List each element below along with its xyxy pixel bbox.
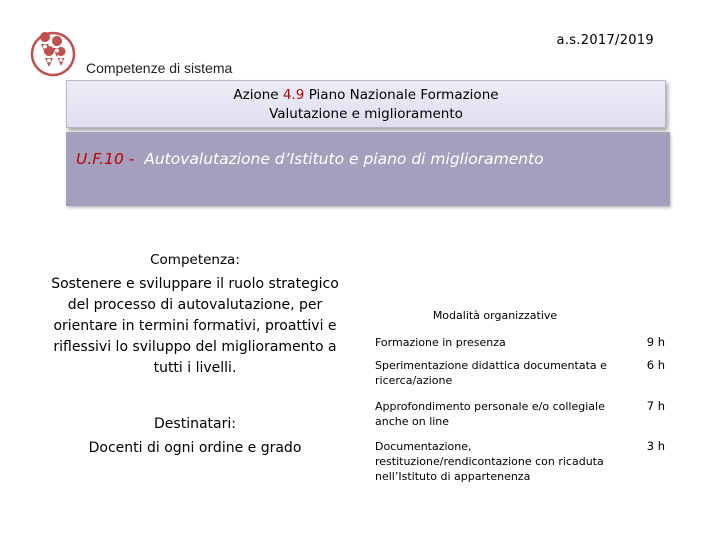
action-number: 4.9: [282, 87, 305, 103]
modalita-row-label: Approfondimento personale e/o collegiale anche on line: [375, 400, 605, 428]
competenza-label: Competenza:: [150, 252, 240, 268]
modalita-row-label: Documentazione, restituzione/rendicontazione con ricaduta nell’Istituto di appartenenza: [375, 440, 604, 483]
title-suffix: Piano Nazionale Formazione: [304, 87, 499, 103]
school-year: a.s.2017/2019: [556, 33, 654, 48]
modalita-row: [375, 358, 665, 388]
modalita-row-label: Formazione in presenza: [375, 336, 506, 349]
modalita-row-hours: 6 h: [646, 358, 665, 372]
title-line-1: [67, 86, 665, 105]
unit-code: U.F.10 -: [76, 150, 135, 168]
system-label: Competenze di sistema: [86, 60, 233, 76]
modalita-row: [375, 439, 665, 484]
title-prefix: Azione: [233, 87, 283, 103]
unit-banner: [66, 132, 670, 206]
modalita-row-hours: 3 h: [646, 439, 665, 453]
modalita-row: [375, 399, 665, 429]
modalita-row-hours: 9 h: [646, 335, 665, 349]
title-line-2: Valutazione e miglioramento: [269, 106, 463, 122]
modalita-heading: Modalità organizzative: [432, 309, 558, 322]
competenza-text: Sostenere e sviluppare il ruolo strategico del processo di autovalutazione, per orientare in termini formativi, proattivi e riflessivi lo sviluppo del miglioramento a tutti i livelli.: [51, 276, 339, 376]
unit-name: Autovalutazione d’Istituto e piano di miglioramento: [144, 150, 544, 168]
modalita-row-hours: 7 h: [646, 399, 665, 413]
modalita-row: [375, 335, 665, 350]
modalita-row-label: Sperimentazione didattica documentata e ricerca/azione: [375, 359, 607, 387]
destinatari-label: Destinatari:: [154, 416, 236, 432]
title-box: [66, 80, 666, 128]
unit-title: [76, 150, 544, 168]
destinatari-text: Docenti di ogni ordine e grado: [88, 440, 302, 456]
pin-cluster-logo-icon: [30, 31, 76, 77]
